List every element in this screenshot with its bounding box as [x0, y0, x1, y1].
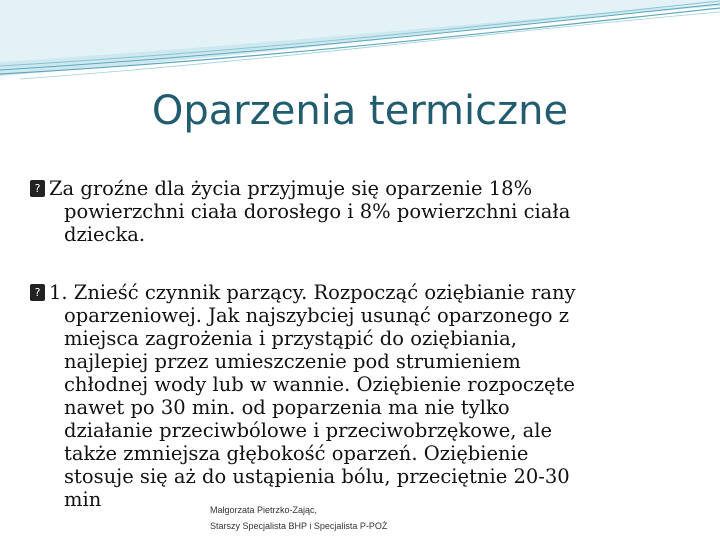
text-line: działanie przeciwbólowe i przeciwobrzękowe, ale [64, 419, 553, 442]
paragraph-burn-threshold [30, 177, 690, 246]
paragraph-first-aid-step [30, 281, 690, 511]
text-line: także zmniejsza głębokość oparzeń. Oziębienie [64, 442, 529, 465]
author-signature [210, 502, 387, 534]
square-bullet-icon: ? [30, 284, 45, 301]
author-name: Małgorzata Pietrzko-Zając, [210, 505, 318, 515]
text-line: miejsca zagrożenia i przystąpić do oziębiania, [64, 327, 517, 350]
text-line: chłodnej wody lub w wannie. Oziębienie rozpoczęte [64, 373, 575, 396]
text-line: oparzeniowej. Jak najszybciej usunąć oparzonego z [64, 304, 570, 327]
text-line: nawet po 30 min. od poparzenia ma nie tylko [64, 396, 510, 419]
text-line: dziecka. [64, 223, 146, 246]
text-line: stosuje się aż do ustąpienia bólu, przeciętnie 20-30 [64, 465, 570, 488]
text-line: Za groźne dla życia przyjmuje się oparzenie 18% [49, 177, 533, 200]
text-line: min [64, 488, 102, 511]
text-line: najlepiej przez umieszczenie pod strumieniem [64, 350, 521, 373]
slide-title: Oparzenia termiczne [151, 88, 569, 134]
text-line: powierzchni ciała dorosłego i 8% powierzchni ciała [64, 200, 571, 223]
square-bullet-icon: ? [30, 180, 45, 197]
text-line: 1. Znieść czynnik parzący. Rozpocząć oziębianie rany [49, 281, 576, 304]
author-role: Starszy Specjalista BHP i Specjalista P-POŻ [210, 521, 388, 531]
header-decoration [0, 0, 720, 82]
